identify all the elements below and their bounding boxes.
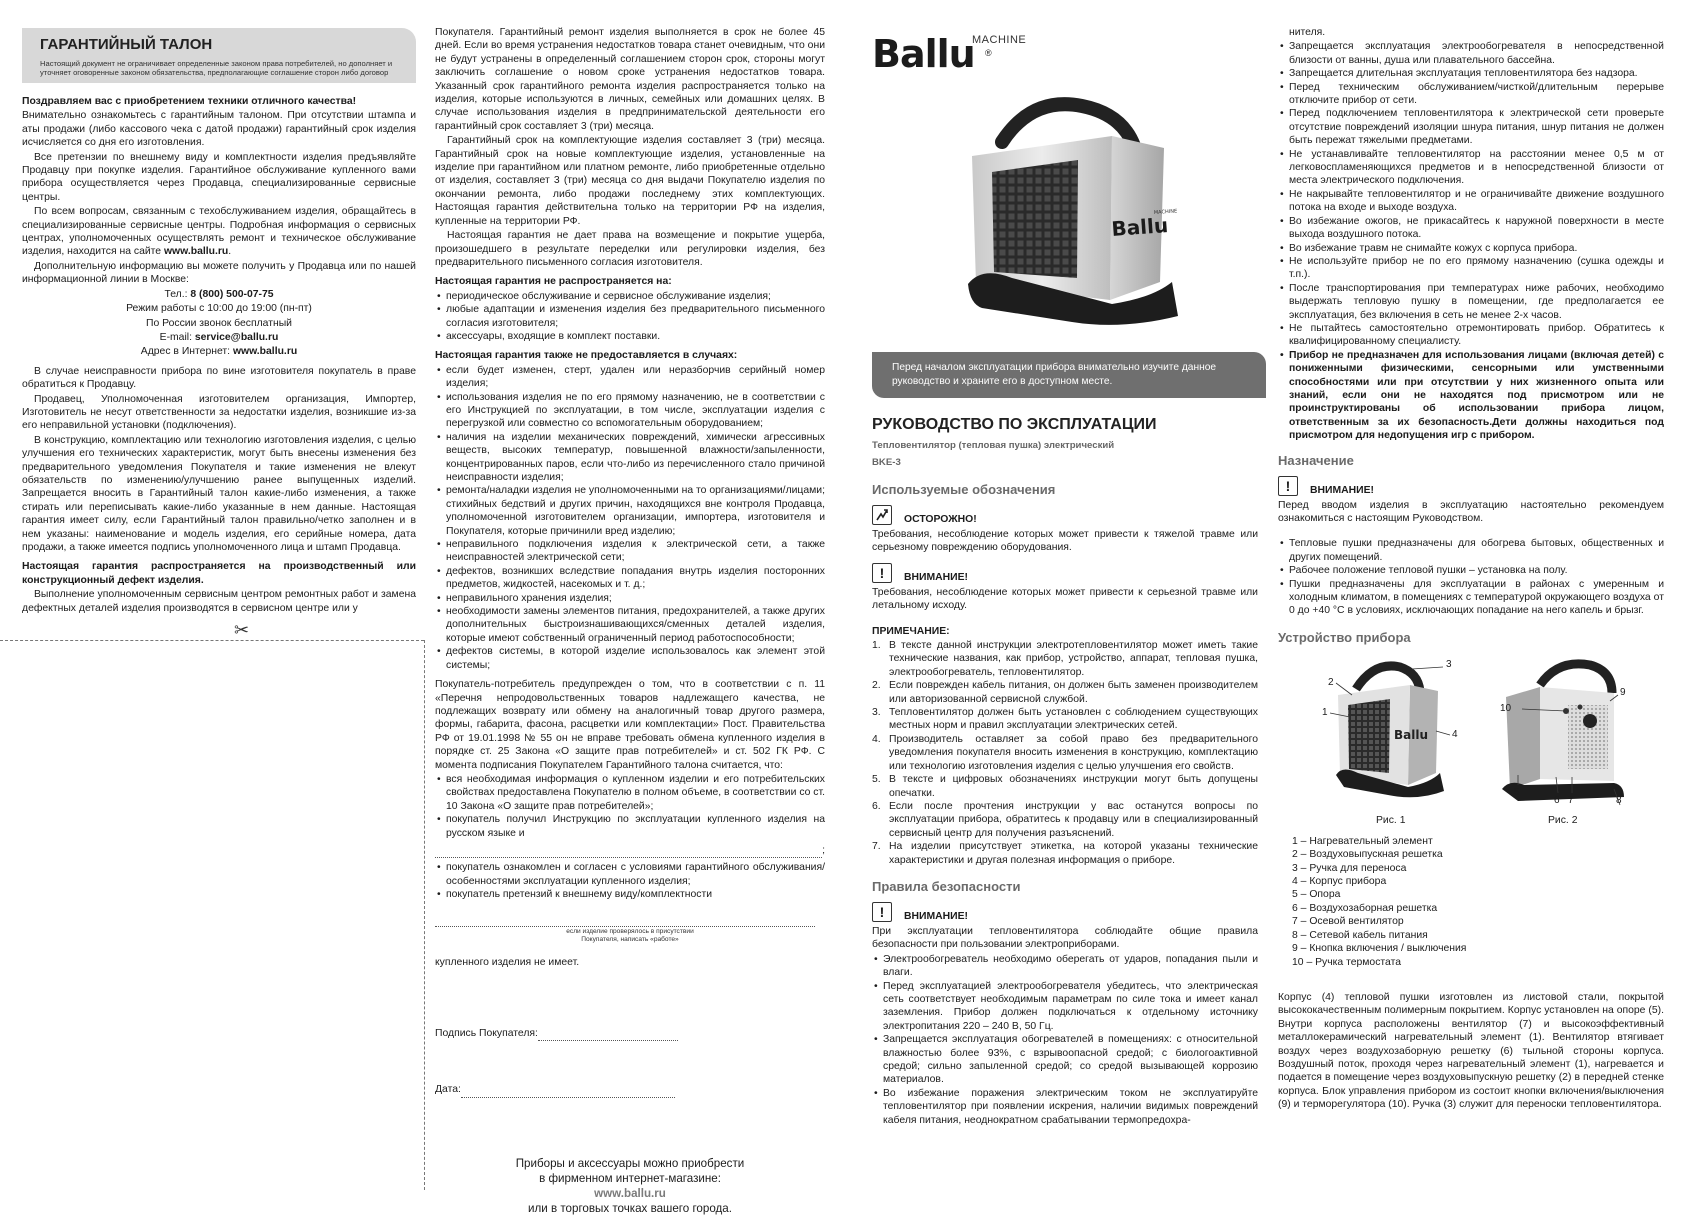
- list-item: • Перед подключением тепловентилятора к электрической сети проверьте отсутствие повреждений изоляции шнура питания, шнур питания не должен быть пережат тяжелыми предметами.: [1278, 107, 1664, 147]
- shop-line-3: или в торговых точках вашего города.: [528, 1201, 732, 1215]
- safety-intro: При эксплуатации тепловентилятора соблюдайте общие правила безопасности при пользовании электроприборами.: [872, 925, 1258, 951]
- list-item: 4 – Корпус прибора: [1292, 876, 1387, 888]
- figure-captions: [1278, 815, 1664, 831]
- warranty-p5: В случае неисправности прибора по вине изготовителя покупатель в праве обратиться к Продавцу.: [22, 365, 416, 391]
- not-cover-list: [435, 290, 825, 344]
- list-item: • Электрообогреватель необходимо оберегать от ударов, попадания пыли и влаги.: [872, 953, 1258, 980]
- list-item: • Перед техническим обслуживанием/чисткой/длительным перерыве отключите прибор от сети.: [1278, 81, 1664, 108]
- warranty-p7: В конструкцию, комплектацию или технологию изготовления изделия, с целью улучшения его технических характеристик, могут быть внесены изменения без предварительного уведомления Покупателя и такие изменения не влекут обязательств по изменению/улучшению ранее выпущенных изделий. Запрещается вносить в Гарантийный талон какие-либо изменения, а также стирать или переписывать какие-либо указанные в нем данные. Настоящая гарантия имеет силу, если Гарантийный талон правильно/четко заполнен и в нем указаны: наименование и модель изделия, его серийные номера, дата продажи, а также имеется подпись уполномоченного лица и штамп Продавца.: [22, 434, 416, 553]
- product-model: BKE-3: [872, 457, 901, 468]
- list-item: • Не используйте прибор не по его прямому назначению (сушка одежды и т.п.).: [1278, 255, 1664, 282]
- warranty-p9: Выполнение уполномоченным сервисным центром ремонтных работ и замена дефектных деталей изделия производятся в сервисном центре или у: [22, 589, 416, 614]
- label-2: 2: [1328, 676, 1334, 688]
- list-item: • ремонта/наладки изделия не уполномоченными на то организациями/лицами; стихийных бедствий и других причин, находящихся вне контроля Продавца, уполномоченной изготовителем организации, импортера, изготовителя и Покупателя, которые причинили вред изделию;: [435, 484, 825, 538]
- scissors-icon: ✂: [234, 620, 250, 640]
- exclamation-icon: !: [872, 902, 892, 922]
- exclamation-icon: !: [872, 563, 892, 583]
- product-image: [872, 86, 1258, 344]
- list-item: • Не накрывайте тепловентилятор и не ограничивайте движение воздушного потока на входе и выходе воздуха.: [1278, 188, 1664, 215]
- list-item: 4. Производитель оставляет за собой право без предварительного уведомления покупателя вносить изменения в конструкцию, комплектацию или технологию изготовления изделия с целью улучшения его свойств.: [872, 733, 1258, 772]
- list-item: 3. Тепловентилятор должен быть установлен с соблюдением существующих местных норм и правил эксплуатации электрических сетей.: [872, 707, 1258, 732]
- purchased-note: купленного изделия не имеет.: [435, 956, 580, 968]
- contact-email: E-mail: service@ballu.ru: [159, 331, 279, 343]
- list-item: • необходимости замены элементов питания, предохранителей, а также других дополнительных быстроизнашивающихся/сменных деталей изделия, которые имеют собственный ограниченный период работоспособности;: [435, 605, 825, 645]
- list-item: 5. В тексте и цифровых обозначениях инструкции могут быть допущены опечатки.: [872, 774, 1258, 799]
- tear-line-vertical: [424, 640, 425, 1190]
- list-item: • дефектов, возникших вследствие попадания внутрь изделия посторонних предметов, жидкостей, насекомых и т. д.;: [435, 565, 825, 592]
- warranty-site-link[interactable]: www.ballu.ru: [163, 246, 229, 258]
- warranty-p3: По всем вопросам, связанным с техобслуживанием изделия, обращайтесь в специализированные сервисные центры. Подробная информация о сервисных центрах, уполномоченных осуществлять ремонт и техническое обслуживание изделия, находится на сайте www.ballu.ru.: [22, 206, 416, 258]
- device-diagram: [1278, 655, 1664, 815]
- careful-text: Требования, несоблюдение которых может привести к тяжелой травме или серьезному повреждению оборудования.: [872, 529, 1258, 554]
- signature-label: Подпись Покупателя:: [435, 1028, 538, 1039]
- list-item: 9 – Кнопка включения / выключения: [1292, 943, 1467, 955]
- list-item: • неправильного хранения изделия;: [435, 592, 825, 605]
- list-item: 3 – Ручка для переноса: [1292, 862, 1407, 874]
- product-brand: Ballu: [1110, 213, 1169, 241]
- label-5: 5: [1514, 786, 1520, 798]
- device-figures: [1278, 655, 1664, 815]
- label-4: 4: [1452, 728, 1458, 740]
- safety-attention-label: ВНИМАНИЕ!: [904, 910, 968, 922]
- list-item: • Во избежание ожогов, не прикасайтесь к наружной поверхности в месте выхода воздушного потока.: [1278, 215, 1664, 242]
- shop-line-1: Приборы и аксессуары можно приобрести: [515, 1156, 745, 1170]
- manual-column: [872, 26, 1258, 1217]
- brand-name: Ballu: [872, 32, 975, 76]
- brand-reg: ®: [985, 48, 992, 58]
- heater-illustration: [872, 86, 1258, 344]
- not-given-heading: Настоящая гарантия также не предоставляется в случаях:: [435, 350, 738, 362]
- list-item: • если будет изменен, стерт, удален или неразборчив серийный номер изделия;: [435, 364, 825, 391]
- contact-hours: Режим работы с 10:00 до 19:00 (пн-пт): [126, 303, 312, 315]
- list-item: 1 – Нагревательный элемент: [1292, 835, 1433, 847]
- list-item: • Запрещается эксплуатация обогревателей в помещениях: с относительной влажностью более 93%, с взрывоопасной средой; с биологоактивной средой; сильно запыленной средой; со средой вызывающей коррозию материалов.: [872, 1033, 1258, 1087]
- congrats: Поздравляем вас с приобретением техники отличного качества!: [22, 96, 357, 107]
- tear-line: [0, 640, 424, 641]
- fig1-caption: Рис. 1: [1376, 814, 1406, 826]
- date-label: Дата:: [435, 1084, 461, 1096]
- manual-column-2: [1278, 26, 1664, 1217]
- safety-list: [872, 953, 1258, 1127]
- shop-line-2: в фирменном интернет-магазине:: [539, 1171, 721, 1185]
- list-item: • Рабочее положение тепловой пушки – установка на полу.: [1278, 564, 1664, 577]
- list-item: 6. Если после прочтения инструкции у вас останутся вопросы по эксплуатации прибора, обратитесь к продавцу или в специализированный сервисный центр для получения разъяснений.: [872, 800, 1258, 839]
- label-6: 6: [1554, 794, 1560, 806]
- safety-heading: Правила безопасности: [872, 878, 1021, 894]
- list-item: 1. В тексте данной инструкции электротепловентилятор может иметь такие технические названия, как прибор, устройство, аппарат, тепловая пушка, электрообогреватель, тепловентилятор.: [872, 640, 1258, 678]
- signature-row: [435, 1027, 825, 1041]
- careful-symbol: [872, 505, 1258, 525]
- attention-symbol: [872, 563, 1258, 583]
- email-link[interactable]: service@ballu.ru: [194, 331, 279, 343]
- warranty-p2: Все претензии по внешнему виду и комплектности изделия предъявляйте Продавцу при покупке изделия. Гарантийное обслуживание купленного вами прибора осуществляется через Продавца, специализированные сервисные центры.: [22, 151, 416, 203]
- device-heading: Устройство прибора: [1278, 629, 1411, 645]
- list-item: • После транспортирования при температурах ниже рабочих, необходимо выдержать тепловую пушку в помещении, где предполагается ее эксплуатация, без включения в сеть не менее 2-х часов.: [1278, 282, 1664, 322]
- list-item: • дефектов системы, в которой изделие использовалось как элемент этой системы;: [435, 645, 825, 672]
- list-item: • Запрещается длительная эксплуатация тепловентилятора без надзора.: [1278, 67, 1664, 80]
- list-item: • покупатель получил Инструкцию по эксплуатации купленного изделия на русском языке и: [435, 813, 825, 840]
- shop-block: [435, 1156, 825, 1216]
- purpose-attention-symbol: [1278, 476, 1664, 496]
- label-10: 10: [1500, 702, 1512, 714]
- not-cover-heading: Настоящая гарантия не распространяется на:: [435, 276, 672, 288]
- label-8: 8: [1616, 794, 1622, 806]
- device-description: Корпус (4) тепловой пушки изготовлен из листовой стали, покрытой высококачественным полимерным покрытием. Корпус установлен на опоре (5). Внутри корпуса расположены вентилятор (7) и высокоэффективный металлокерамический нагревательный элемент (1). Вентилятор втягивает воздух через воздухозаборную решетку (6) тыльной стороны корпуса. Воздушный поток, проходя через нагревательный элемент (1), нагревается и подается в помещение через воздуховыпускную решетку (2) в передней стенке корпуса. Блок управления прибором из состоит кнопки включения/выключения (9) и терморегулятора (10). Ручка (3) служит для переноски тепловентилятора.: [1278, 991, 1664, 1111]
- list-item: 6 – Воздухозаборная решетка: [1292, 902, 1438, 914]
- product-name: Тепловентилятор (тепловая пушка) электрический: [872, 440, 1115, 451]
- purpose-intro: Перед вводом изделия в эксплуатацию настоятельно рекомендуем ознакомиться с настоящим Руководством.: [1278, 499, 1664, 524]
- list-item: 8 – Сетевой кабель питания: [1292, 929, 1428, 941]
- list-item: 2 – Воздуховыпускная решетка: [1292, 849, 1443, 861]
- date-row: [435, 1083, 825, 1097]
- warranty-header: [22, 28, 416, 83]
- label-1: 1: [1322, 706, 1328, 718]
- label-9: 9: [1620, 686, 1626, 698]
- list-item: 2. Если поврежден кабель питания, он должен быть заменен производителем или авторизованной сервисной службой.: [872, 680, 1258, 705]
- language-fill-line: ;: [435, 844, 825, 858]
- list-item: 5 – Опора: [1292, 889, 1341, 901]
- product-machine: MACHINE: [1153, 208, 1178, 216]
- list-item: • любые адаптации и изменения изделия без предварительного письменного согласия изготовителя;: [435, 303, 825, 330]
- label-3: 3: [1446, 658, 1452, 670]
- contact-free: По России звонок бесплатный: [146, 317, 292, 329]
- signing-list-2: [435, 861, 825, 901]
- complaints-fill-field[interactable]: [435, 910, 815, 927]
- list-item: • Перед эксплуатацией электрообогревателя убедитесь, что электрическая сеть соответствует необходимым параметрам по силе тока и имеет канал заземления. Прибор должен подключаться к отдельному источнику электропитания 220 – 240 В, 50 Гц.: [872, 980, 1258, 1034]
- list-item: • Прибор не предназначен для использования лицами (включая детей) с пониженными физическими, сенсорными или умственными способностями или при отсутствии у них жизненного опыта или знаний, если они не находятся под присмотром или не проинструктированы об использовании прибора лицом, ответственным за их безопасность.Дети должны находиться под присмотром для недопущения игр с прибором.: [1278, 349, 1664, 443]
- warranty-p4: Дополнительную информацию вы можете получить у Продавца или по нашей информационной линии в Москве:: [22, 260, 416, 286]
- warranty-p8: Настоящая гарантия распространяется на производственный или конструкционный дефект изделия.: [22, 561, 416, 586]
- shop-link[interactable]: www.ballu.ru: [594, 1186, 666, 1200]
- list-item: • неправильного подключения изделия к электрической сети, а также неисправностей электрической сети;: [435, 538, 825, 565]
- web-link[interactable]: www.ballu.ru: [232, 346, 298, 358]
- list-item: • Не устанавливайте тепловентилятор на расстоянии менее 0,5 м от легковоспламеняющихся предметов и в непосредственной близости от места электрического подключения.: [1278, 148, 1664, 188]
- list-item: • Пушки предназначены для эксплуатации в районах с умеренным и холодным климатом, в помещениях с температурой окружающего воздуха от 0 до +40 °С в условиях, исключающих попадание на него капель и брызг.: [1278, 578, 1664, 618]
- purpose-heading: Назначение: [1278, 452, 1354, 468]
- purpose-attention-label: ВНИМАНИЕ!: [1310, 484, 1374, 496]
- date-field[interactable]: [461, 1086, 675, 1098]
- list-item: • вся необходимая информация о купленном изделии и его потребительских свойствах предоставлена Покупателю в полном объеме, в соответствии со ст. 10 Закона «О защите прав потребителей»;: [435, 773, 825, 813]
- safety-cont: нителя.: [1289, 27, 1326, 38]
- list-item: • Во избежание травм не снимайте кожух с корпуса прибора.: [1278, 242, 1664, 255]
- warranty-p6: Продавец, Уполномоченная изготовителем организация, Импортер, Изготовитель не несут ответственности за недостатки изделия, возникшие из-за его неправильной установки (подключения).: [22, 393, 416, 432]
- list-item: • использования изделия не по его прямому назначению, не в соответствии с его Инструкцией по эксплуатации, в том числе, эксплуатации изделия с перегрузкой или совместно со вспомогательным оборудованием;: [435, 391, 825, 431]
- list-item: 7 – Осевой вентилятор: [1292, 916, 1404, 928]
- figure-brand: Ballu: [1394, 727, 1429, 742]
- signing-list: [435, 773, 825, 840]
- not-given-list: [435, 364, 825, 672]
- list-item: 7. На изделии присутствует этикетка, на которой указаны технические характеристики и другая полезная информация о приборе.: [872, 841, 1258, 866]
- signature-field[interactable]: [538, 1029, 678, 1041]
- fig2-caption: Рис. 2: [1548, 814, 1578, 826]
- exclamation-icon: !: [1278, 476, 1298, 496]
- list-item: • Во избежание поражения электрическим током не эксплуатируйте тепловентилятор при появлении искрения, наличии видимых повреждений кабеля питания, неоднократном срабатывании термопредохра-: [872, 1087, 1258, 1127]
- tiny-note-1: если изделие проверялось в присутствии: [566, 927, 694, 935]
- list-item: • Запрещается эксплуатация электрообогревателя в непосредственной близости от ванны, душа или плавательного бассейна.: [1278, 40, 1664, 67]
- warranty-column-2: [435, 26, 825, 1217]
- note-heading: ПРИМЕЧАНИЕ:: [872, 625, 950, 637]
- list-item: • Не пытайтесь самостоятельно отремонтировать прибор. Обратитесь к квалифицированному специалисту.: [1278, 322, 1664, 349]
- notes-list: [872, 639, 1258, 867]
- attention-text: Требования, несоблюдение которых может привести к серьезной травме или летальному исходу.: [872, 586, 1258, 612]
- safety-list-2: [1278, 40, 1664, 442]
- fill-field[interactable]: [435, 846, 822, 858]
- grill: [992, 160, 1078, 278]
- list-item: • наличия на изделии механических повреждений, химически агрессивных веществ, высоких температур, повышенной влажности/запыленности, концентрированных паров, если что-либо из перечисленного стало причиной неисправности изделия;: [435, 431, 825, 485]
- contact-web: Адрес в Интернет: www.ballu.ru: [140, 346, 298, 358]
- list-item: • покупатель ознакомлен и согласен с условиями гарантийного обслуживания/особенностями эксплуатации купленного изделия;: [435, 861, 825, 888]
- warranty-title: ГАРАНТИЙНЫЙ ТАЛОН: [40, 36, 213, 53]
- careful-label: ОСТОРОЖНО!: [904, 514, 977, 525]
- list-item: • Тепловые пушки предназначены для обогрева бытовых, общественных и других помещений.: [1278, 537, 1664, 564]
- warranty-p1: Внимательно ознакомьтесь с гарантийным талоном. При отсутствии штампа и аты продажи (либо кассового чека с датой продажи) гарантийный срок изделия исчисляется со дня его изготовления.: [22, 110, 416, 149]
- warranty2-p3: Настоящая гарантия не дает права на возмещение и покрытие ущерба, произошедшего в результате переделки или регулировки изделия, без предварительного письменного согласия изготовителя.: [435, 230, 825, 268]
- contact-phone: Тел.: 8 (800) 500-07-75: [164, 288, 274, 300]
- warranty2-p2: Гарантийный срок на комплектующие изделия составляет 3 (три) месяца. Гарантийный срок на новые комплектующие изделия, установленные на изделие при гарантийном или платном ремонте, либо приобретенные отдельно от изделия, составляет 3 (три) месяца со дня выдачи Покупателю изделия по окончании ремонта, либо продажи последнему этих комплектующих. Настоящая гарантия действительна только на территории РФ на изделия, купленные на территории РФ.: [435, 135, 825, 227]
- warranty-column: [22, 28, 416, 1219]
- symbols-heading: Используемые обозначения: [872, 482, 1056, 497]
- attention-label: ВНИМАНИЕ!: [904, 571, 968, 583]
- safety-attention-symbol: [872, 902, 1258, 922]
- warranty2-p4: Покупатель-потребитель предупрежден о том, что в соответствии с п. 11 «Перечня непродовольственных товаров надлежащего качества, не подлежащих возврату или обмену на аналогичный товар другого размера, формы, габарита, фасона, расцветки или комплектации» Пост. Правительства РФ от 19.01.1998 № 55 он не вправе требовать обмена купленного изделия в порядке ст. 25 Закона «О защите прав потребителей» и ст. 502 ГК РФ. С момента подписания Покупателем Гарантийного талона считается, что:: [435, 679, 825, 771]
- list-item: 10 – Ручка термостата: [1292, 956, 1402, 968]
- careful-icon: [872, 505, 892, 525]
- parts-list: [1292, 835, 1664, 969]
- label-7: 7: [1568, 794, 1574, 806]
- brand-machine: MACHINE: [972, 34, 1027, 46]
- list-item: • аксессуары, входящие в комплект поставки.: [435, 330, 825, 343]
- warranty-note: Настоящий документ не ограничивает определенные законом права потребителей, но дополняет и уточняет оговоренные законом обязательства, предполагающие соглашение сторон либо договор: [40, 59, 393, 77]
- warranty2-p1: Покупателя. Гарантийный ремонт изделия выполняется в срок не более 45 дней. Если во время устранения недостатков товара станет очевидным, что они не будут устранены в определенный соглашением сторон срок, стороны могут заключить соглашение о новом сроке устранения недостатков товара. Указанный срок гарантийного ремонта изделия распространяется только на изделия, которые используются в личных, семейных или домашних целях. В случае использования изделия в предпринимательской деятельности его гарантийный срок составляет 3 (три) месяца.: [435, 27, 825, 132]
- notice-box: Перед началом эксплуатации прибора внимательно изучите данное руководство и храните его в доступном месте.: [872, 352, 1266, 398]
- list-item: • периодическое обслуживание и сервисное обслуживание изделия;: [435, 290, 825, 303]
- brand-logo: [872, 32, 1258, 86]
- list-item: • покупатель претензий к внешнему виду/комплектности: [435, 888, 825, 901]
- purpose-list: [1278, 537, 1664, 617]
- tiny-note-2: Покупателя, написать «работе»: [581, 935, 679, 943]
- manual-title: РУКОВОДСТВО ПО ЭКСПЛУАТАЦИИ: [872, 416, 1157, 433]
